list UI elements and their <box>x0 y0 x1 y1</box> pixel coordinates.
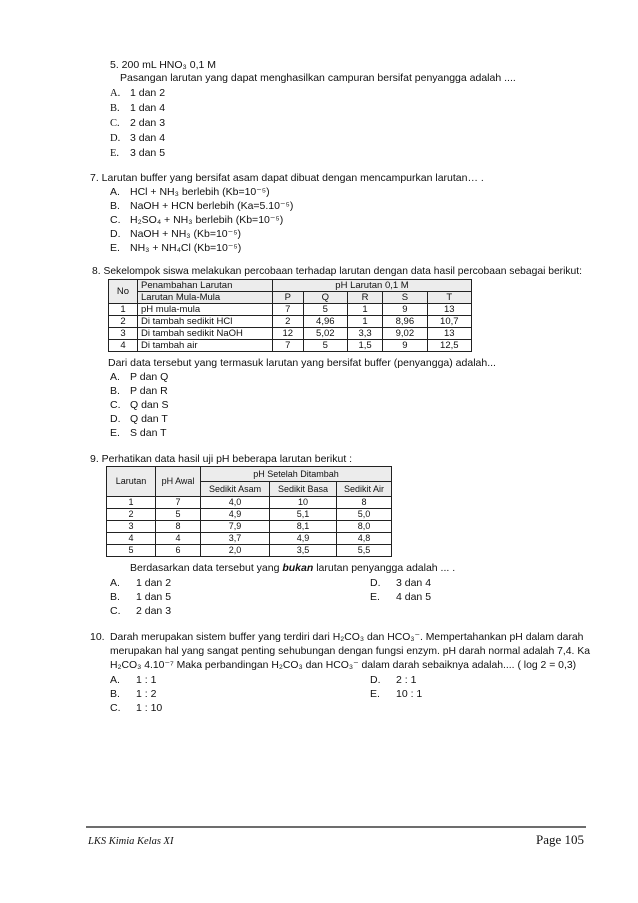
q8-cell: 12 <box>273 328 304 340</box>
q8-cell: 8,96 <box>383 316 427 328</box>
q8-cell: 5 <box>303 304 347 316</box>
q9-cell: 7 <box>156 497 201 509</box>
q5-option-c: C. 2 dan 3 <box>110 117 166 129</box>
q9-cell: 4,9 <box>270 533 337 545</box>
q9-cell: 2,0 <box>201 545 270 557</box>
q9-cell: 8 <box>336 497 391 509</box>
q9-cell: 2 <box>107 509 156 521</box>
q8-cell: Di tambah sedikit NaOH <box>138 328 273 340</box>
q9-prompt: Berdasarkan data tersebut yang bukan larutan penyangga adalah ... . <box>130 562 456 574</box>
q8-header-ph: pH Larutan 0,1 M <box>273 280 472 292</box>
q9-cell: 8,1 <box>270 521 337 533</box>
q8-col-s: S <box>383 292 427 304</box>
q8-header-penambahan: Penambahan Larutan <box>138 280 273 292</box>
q8-col-p: P <box>273 292 304 304</box>
table-row <box>107 521 392 533</box>
q9-col-air: Sedikit Air <box>336 482 391 497</box>
q8-cell: 13 <box>427 304 471 316</box>
q7-option-d: D. NaOH + NH₃ (Kb=10⁻⁵) <box>110 228 242 240</box>
q8-cell: Di tambah sedikit HCl <box>138 316 273 328</box>
table-row <box>107 509 392 521</box>
q9-option-e: E. 4 dan 5 <box>370 591 432 603</box>
q10-option-b: B. 1 : 2 <box>110 688 157 700</box>
q7-question: 7. Larutan buffer yang bersifat asam dapat dibuat dengan mencampurkan larutan… . <box>90 172 484 184</box>
q10-option-e: E. 10 : 1 <box>370 688 423 700</box>
q8-col-q: Q <box>303 292 347 304</box>
q5-option-d: D. 3 dan 4 <box>110 132 166 144</box>
table-row <box>109 316 472 328</box>
table-row <box>109 328 472 340</box>
q8-cell: 5 <box>303 340 347 352</box>
q9-header-setelah: pH Setelah Ditambah <box>201 467 392 482</box>
q8-cell: 9 <box>383 304 427 316</box>
q9-cell: 4,0 <box>201 497 270 509</box>
q9-option-a: A. 1 dan 2 <box>110 577 172 589</box>
q8-option-c: C. Q dan S <box>110 399 169 411</box>
q8-cell: 13 <box>427 328 471 340</box>
q9-col-asam: Sedikit Asam <box>201 482 270 497</box>
q10-line3: H₂CO₃ 4.10⁻⁷ Maka perbandingan H₂CO₃ dan HCO₃⁻ dalam darah sebaiknya adalah.... ( log 2 = 0,3) <box>110 660 577 671</box>
q9-cell: 8 <box>156 521 201 533</box>
q9-cell: 3 <box>107 521 156 533</box>
q9-cell: 6 <box>156 545 201 557</box>
q9-question: 9. Perhatikan data hasil uji pH beberapa larutan berikut : <box>90 453 353 465</box>
q8-cell: 1 <box>347 316 382 328</box>
footer-title: LKS Kimia Kelas XI <box>88 836 174 847</box>
q8-option-b: B. P dan R <box>110 385 168 397</box>
q9-header-awal: pH Awal <box>156 467 201 497</box>
q10-option-d: D. 2 : 1 <box>370 674 417 686</box>
q8-cell: 1 <box>109 304 138 316</box>
q9-cell: 4 <box>156 533 201 545</box>
q8-col-r: R <box>347 292 382 304</box>
q8-cell: 2 <box>273 316 304 328</box>
table-row <box>107 497 392 509</box>
q7-option-b: B. NaOH + HCN berlebih (Ka=5.10⁻⁵) <box>110 200 294 212</box>
q9-table <box>106 466 392 557</box>
q9-option-c: C. 2 dan 3 <box>110 605 172 617</box>
q9-prompt-emphasis: bukan <box>282 562 314 574</box>
table-row <box>109 304 472 316</box>
q8-cell: pH mula-mula <box>138 304 273 316</box>
q9-cell: 3,7 <box>201 533 270 545</box>
q8-cell: 4 <box>109 340 138 352</box>
q8-cell: 10,7 <box>427 316 471 328</box>
q9-cell: 5 <box>156 509 201 521</box>
q8-header-no: No <box>109 280 138 304</box>
q8-option-e: E. S dan T <box>110 427 167 439</box>
q9-cell: 4 <box>107 533 156 545</box>
q9-cell: 5,0 <box>336 509 391 521</box>
q9-cell: 5,1 <box>270 509 337 521</box>
q8-option-a: A. P dan Q <box>110 371 169 383</box>
q10-option-c: C. 1 : 10 <box>110 702 163 714</box>
page-number: Page 105 <box>535 832 584 847</box>
q8-cell: Di tambah air <box>138 340 273 352</box>
q7-option-e: E. NH₃ + NH₄Cl (Kb=10⁻⁵) <box>110 242 242 254</box>
q8-cell: 1,5 <box>347 340 382 352</box>
footer-divider <box>86 826 586 828</box>
q8-cell: 4,96 <box>303 316 347 328</box>
q9-cell: 5,5 <box>336 545 391 557</box>
q9-cell: 10 <box>270 497 337 509</box>
q9-header-larutan: Larutan <box>107 467 156 497</box>
q9-cell: 7,9 <box>201 521 270 533</box>
q5-option-a: A. 1 dan 2 <box>110 87 166 99</box>
q8-cell: 3,3 <box>347 328 382 340</box>
q5-item5: 5. 200 mL HNO₃ 0,1 M <box>110 59 217 71</box>
q8-col-t: T <box>427 292 471 304</box>
q9-cell: 5 <box>107 545 156 557</box>
q9-cell: 3,5 <box>270 545 337 557</box>
table-row <box>107 533 392 545</box>
q8-cell: 2 <box>109 316 138 328</box>
q9-cell: 8,0 <box>336 521 391 533</box>
q7-option-a: A. HCl + NH₃ berlebih (Kb=10⁻⁵) <box>110 186 270 198</box>
q8-cell: 7 <box>273 304 304 316</box>
q5-option-e: E. 3 dan 5 <box>110 147 166 159</box>
q9-cell: 4,8 <box>336 533 391 545</box>
q9-cell: 1 <box>107 497 156 509</box>
q8-cell: 9 <box>383 340 427 352</box>
q8-cell: 1 <box>347 304 382 316</box>
q8-cell: 3 <box>109 328 138 340</box>
q9-col-basa: Sedikit Basa <box>270 482 337 497</box>
q7-option-c: C. H₂SO₄ + NH₃ berlebih (Kb=10⁻⁵) <box>110 214 284 226</box>
table-row <box>109 340 472 352</box>
q8-table <box>108 279 472 352</box>
q9-option-b: B. 1 dan 5 <box>110 591 172 603</box>
q9-cell: 4,9 <box>201 509 270 521</box>
q8-cell: 12,5 <box>427 340 471 352</box>
q10-line2: merupakan hal yang sangat penting sehubungan dengan fungsi enzym. pH darah normal adalah 7,4. Ka <box>110 646 591 657</box>
q5-option-b: B. 1 dan 4 <box>110 102 166 114</box>
q8-cell: 7 <box>273 340 304 352</box>
q10-number: 10. <box>90 631 105 643</box>
q8-cell: 9,02 <box>383 328 427 340</box>
q10-line1: Darah merupakan sistem buffer yang terdiri dari H₂CO₃ dan HCO₃⁻. Mempertahankan pH dalam darah <box>110 632 584 643</box>
table-row <box>107 545 392 557</box>
q8-question: 8. Sekelompok siswa melakukan percobaan terhadap larutan dengan data hasil percobaan sebagai berikut: <box>92 266 582 277</box>
q8-cell: 5,02 <box>303 328 347 340</box>
q10-option-a: A. 1 : 1 <box>110 674 157 686</box>
q8-prompt: Dari data tersebut yang termasuk larutan yang bersifat buffer (penyangga) adalah... <box>108 357 496 369</box>
q8-header-mula: Larutan Mula-Mula <box>138 292 273 304</box>
q9-option-d: D. 3 dan 4 <box>370 577 432 589</box>
q8-option-d: D. Q dan T <box>110 413 168 425</box>
q5-question: Pasangan larutan yang dapat menghasilkan campuran bersifat penyangga adalah .... <box>120 72 516 84</box>
